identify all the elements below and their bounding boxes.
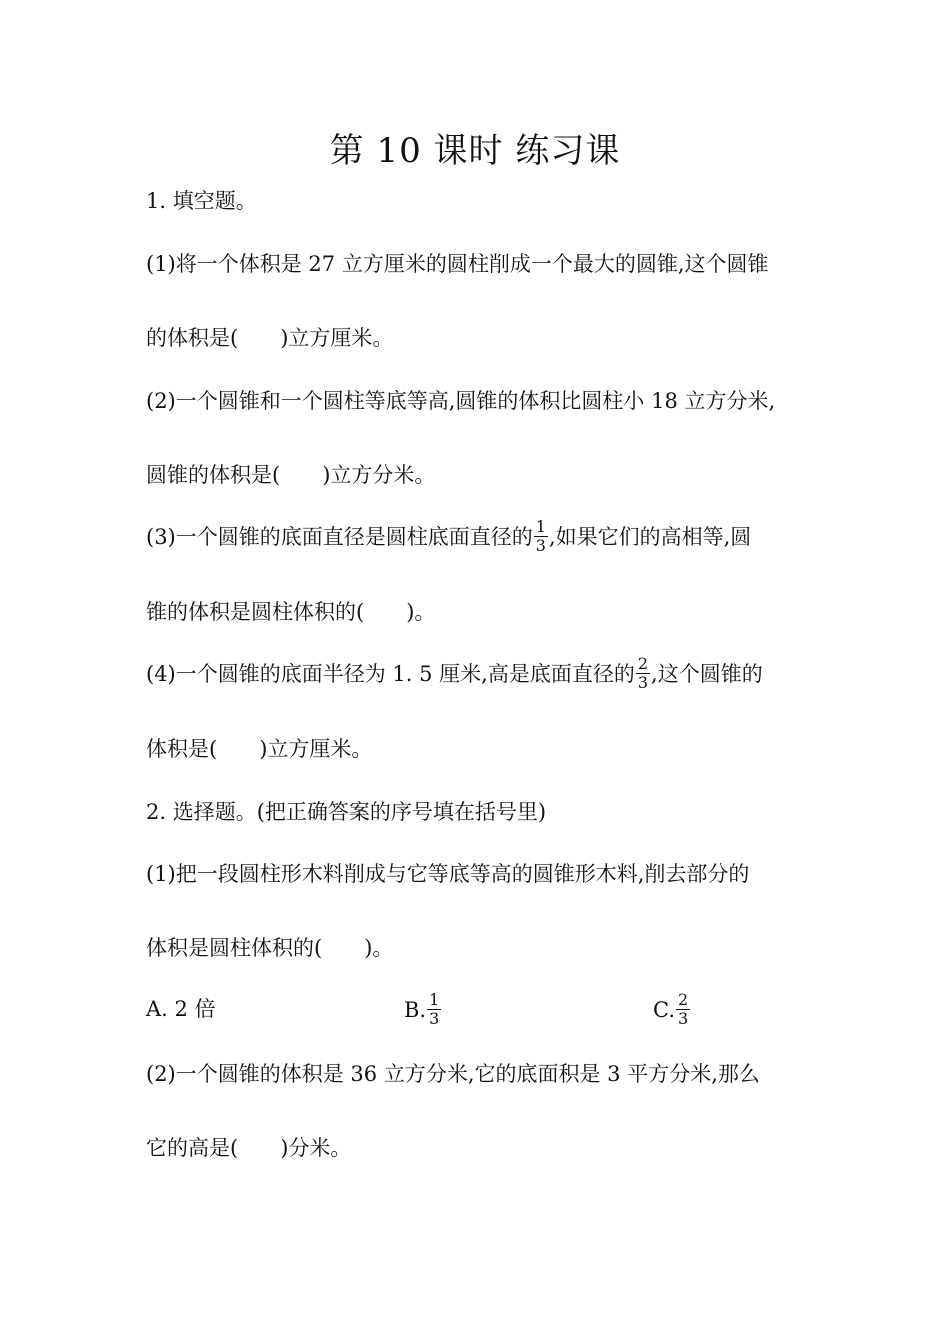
- question-2-2-line-1: (2)一个圆锥的体积是 36 立方分米,它的底面积是 3 平方分米,那么: [146, 1062, 760, 1086]
- fraction-denominator: 3: [429, 1009, 440, 1028]
- fraction-denominator: 3: [678, 1009, 689, 1028]
- section-1-heading: 1. 填空题。: [146, 189, 257, 213]
- fraction-numerator: 2: [637, 654, 649, 673]
- question-1-3-line-2: 锥的体积是圆柱体积的( )。: [146, 600, 436, 624]
- fraction-numerator: 2: [678, 990, 689, 1009]
- option-a: A. 2 倍: [146, 997, 216, 1021]
- question-1-4-text-before: (4)一个圆锥的底面半径为 1. 5 厘米,高是底面直径的: [146, 662, 635, 686]
- fraction-two-thirds: [636, 656, 650, 691]
- question-1-1-line-2: 的体积是( )立方厘米。: [146, 326, 394, 350]
- question-1-1-line-1: (1)将一个体积是 27 立方厘米的圆柱削成一个最大的圆锥,这个圆锥: [146, 252, 769, 276]
- question-2-1-line-1: (1)把一段圆柱形木料削成与它等底等高的圆锥形木料,削去部分的: [146, 862, 750, 886]
- question-1-4-line-2: 体积是( )立方厘米。: [146, 737, 373, 761]
- option-c-label: C.: [653, 998, 675, 1022]
- fraction-numerator: 1: [429, 990, 440, 1009]
- option-b: [404, 990, 442, 1029]
- fraction-one-third: [534, 519, 548, 554]
- question-1-2-line-1: (2)一个圆锥和一个圆柱等底等高,圆锥的体积比圆柱小 18 立方分米,: [146, 389, 776, 413]
- option-b-fraction: [427, 992, 441, 1027]
- question-2-2-line-2: 它的高是( )分米。: [146, 1136, 352, 1160]
- option-c-fraction: [676, 992, 690, 1027]
- option-c: [653, 990, 691, 1029]
- fraction-numerator: 1: [535, 517, 546, 536]
- fraction-denominator: 3: [535, 536, 546, 555]
- question-1-3-text-after: ,如果它们的高相等,圆: [548, 525, 752, 549]
- fraction-denominator: 3: [637, 673, 649, 692]
- option-b-label: B.: [404, 998, 427, 1022]
- question-1-3-line-1: [146, 517, 752, 556]
- question-1-4-text-after: ,这个圆锥的: [651, 662, 763, 686]
- section-2-heading: 2. 选择题。(把正确答案的序号填在括号里): [146, 800, 547, 824]
- question-2-1-line-2: 体积是圆柱体积的( )。: [146, 936, 394, 960]
- page-title: 第 10 课时 练习课: [329, 131, 621, 171]
- question-1-4-line-1: [146, 654, 763, 693]
- question-1-3-text-before: (3)一个圆锥的底面直径是圆柱底面直径的: [146, 525, 533, 549]
- question-1-2-line-2: 圆锥的体积是( )立方分米。: [146, 463, 436, 487]
